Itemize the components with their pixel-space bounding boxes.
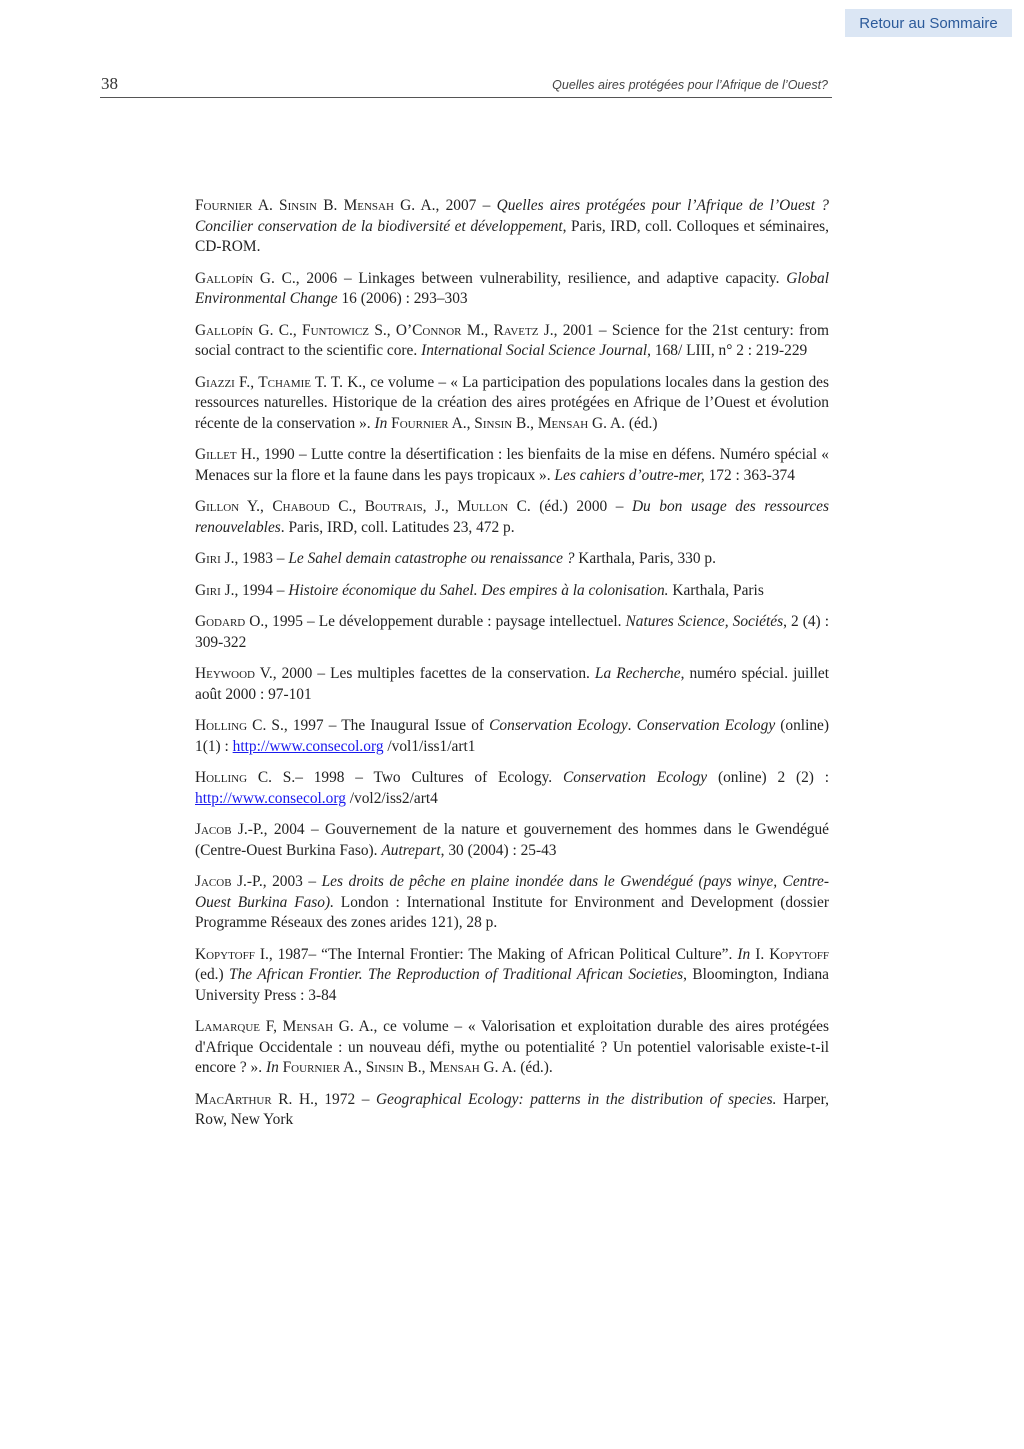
reference-item: Gallopín G. C., Funtowicz S., O’Connor M., Ravetz J., 2001 – Science for the 21st century: from social contract to the scientific core. International Social Science Journal, 168/ LIII, n° 2 : 219-229 [195,321,829,359]
reference-list [195,196,829,1142]
reference-item: Gillon Y., Chaboud C., Boutrais, J., Mullon C. (éd.) 2000 – Du bon usage des ressources renouvelables. Paris, IRD, coll. Latitudes 23, 472 p. [195,498,829,536]
running-title: Quelles aires protégées pour l’Afrique de l’Ouest? [552,78,828,92]
reference-item: Jacob J.-P., 2003 – Les droits de pêche en plaine inondée dans le Gwendégué (pays winye, Centre-Ouest Burkina Faso). London : International Institute for Environment and Development (dossier Programme Réseaux des zones arides 121), 28 p. [195,873,830,931]
reference-item: Kopytoff I., 1987– “The Internal Frontier: The Making of African Political Culture”. In I. Kopytoff (ed.) The African Frontier. The Reproduction of Traditional African Societies, Bloomington, Indiana University Press : 3-84 [195,945,830,1004]
reference-item: Holling C. S.– 1998 – Two Cultures of Ecology. Conservation Ecology (online) 2 (2) : http://www.consecol.org /vol2/iss2/art4 [195,769,829,807]
header-divider [100,97,832,98]
reference-item: Gallopín G. C., 2006 – Linkages between vulnerability, resilience, and adaptive capacity. Global Environmental Change 16 (2006) : 293–303 [195,269,829,307]
reference-item: Godard O., 1995 – Le développement durable : paysage intellectuel. Natures Science, Sociétés, 2 (4) : 309-322 [195,613,829,651]
reference-item: Giri J., 1983 – Le Sahel demain catastrophe ou renaissance ? Karthala, Paris, 330 p. [195,550,716,567]
reference-item: Lamarque F, Mensah G. A., ce volume – « Valorisation et exploitation durable des aires protégées d'Afrique Occidentale : un nouveau défi, mythe ou potentialité ? Un potentiel valorisable existe-t-il encore ? ». In Fournier A., Sinsin B., Mensah G. A. (éd.). [195,1018,829,1076]
consecol-link[interactable]: http://www.consecol.org [232,737,384,755]
reference-item: Gillet H., 1990 – Lutte contre la désertification : les bienfaits de la mise en défens. Numéro spécial « Menaces sur la flore et la faune dans les pays tropicaux ». Les cahiers d’outre-mer, 172 : 363-374 [195,446,829,484]
reference-item: Heywood V., 2000 – Les multiples facettes de la conservation. La Recherche, numéro spécial. juillet août 2000 : 97-101 [195,665,829,703]
reference-item: Jacob J.-P., 2004 – Gouvernement de la nature et gouvernement des hommes dans le Gwendégué (Centre-Ouest Burkina Faso). Autrepart, 30 (2004) : 25-43 [195,821,829,859]
reference-item: MacArthur R. H., 1972 – Geographical Ecology: patterns in the distribution of species. Harper, Row, New York [195,1090,829,1128]
reference-item: Giazzi F., Tchamie T. T. K., ce volume – « La participation des populations locales dans la gestion des ressources naturelles. Historique de la création des aires protégées en Afrique de l’Ouest et évolution récente de la conservation ». In Fournier A., Sinsin B., Mensah G. A. (éd.) [195,373,829,432]
consecol-link[interactable]: http://www.consecol.org [195,789,346,807]
reference-item: Giri J., 1994 – Histoire économique du Sahel. Des empires à la colonisation. Karthala, Paris [195,581,764,599]
reference-item: Holling C. S., 1997 – The Inaugural Issue of Conservation Ecology. Conservation Ecology (online) 1(1) : http://www.consecol.org /vol1/iss1/art1 [195,717,830,755]
back-to-summary-button[interactable]: Retour au Sommaire [845,9,1012,37]
reference-item: Fournier A. Sinsin B. Mensah G. A., 2007 – Quelles aires protégées pour l’Afrique de l’Ouest ? Concilier conservation de la biodiversité et développement, Paris, IRD, coll. Colloques et séminaires, CD-ROM. [195,197,829,255]
page-number: 38 [101,74,118,93]
